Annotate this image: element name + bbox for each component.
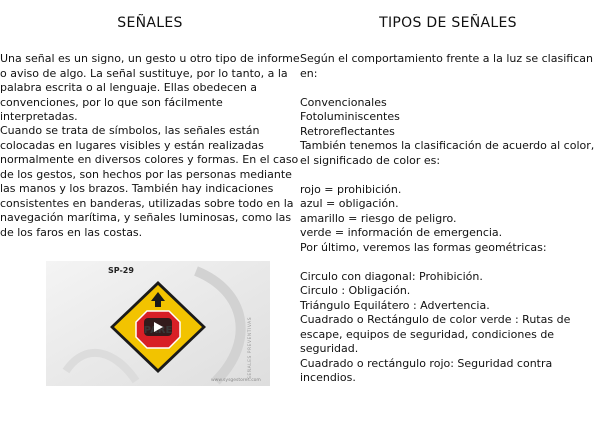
- text-line: Circulo : Obligación.: [300, 284, 411, 297]
- blank-line: [300, 168, 596, 183]
- sign-code: SP-29: [108, 266, 134, 275]
- video-thumbnail: [46, 261, 270, 386]
- text-line: Cuadrado o rectángulo rojo: Seguridad contra incendios.: [300, 356, 553, 384]
- symbols-paragraph: Cuando se trata de símbolos, las señales están colocadas en lugares visibles y están realizadas normalmente en diversos colores y formas. En el caso de los gestos, son hechos por las personas mediante las manos y los brazos. También hay indicaciones consistentes en banderas, utilizadas sobre todo en la navegación marítima, y señales luminosas, como las de los faros en las costas.: [0, 124, 299, 239]
- blank-line: [300, 255, 596, 270]
- text-line: Convencionales: [300, 95, 387, 109]
- text-line: azul = obligación.: [300, 197, 399, 210]
- text-line: Cuadrado o Rectángulo de color verde : Rutas de escape, equipos de seguridad, condiciones de seguridad.: [300, 313, 571, 355]
- text-line: También tenemos la clasificación de acuerdo al color, el significado de color es:: [300, 139, 595, 167]
- text-line: Fotoluminiscentes: [300, 110, 400, 123]
- text-line: Por último, veremos las formas geométricas:: [300, 240, 547, 254]
- url-watermark: www.sysgestores.com: [211, 378, 261, 383]
- play-button-icon: [144, 318, 172, 336]
- text-line: amarillo = riesgo de peligro.: [300, 211, 457, 225]
- text-line: Retroreflectantes: [300, 124, 395, 138]
- video-embed[interactable]: [46, 261, 270, 386]
- text-line: verde = información de emergencia.: [300, 226, 503, 239]
- text-line: Triángulo Equilátero : Advertencia.: [300, 298, 490, 312]
- right-heading: TIPOS DE SEÑALES: [379, 15, 517, 31]
- text-line: Circulo con diagonal: Prohibición.: [300, 269, 483, 283]
- classification-list: [300, 52, 596, 386]
- side-watermark: SEÑALES PREVENTIVAS: [248, 316, 253, 379]
- left-heading: SEÑALES: [117, 15, 183, 31]
- blank-line: [300, 81, 596, 96]
- definition-paragraph: Una señal es un signo, un gesto u otro tipo de informe o aviso de algo. La señal sustituye, por lo tanto, a la palabra escrita o al lenguaje. Ellas obedecen a convenciones, por lo que son fácilmente interpretadas.: [0, 52, 300, 123]
- text-line: Según el comportamiento frente a la luz se clasifican en:: [300, 52, 593, 80]
- text-line: rojo = prohibición.: [300, 182, 402, 196]
